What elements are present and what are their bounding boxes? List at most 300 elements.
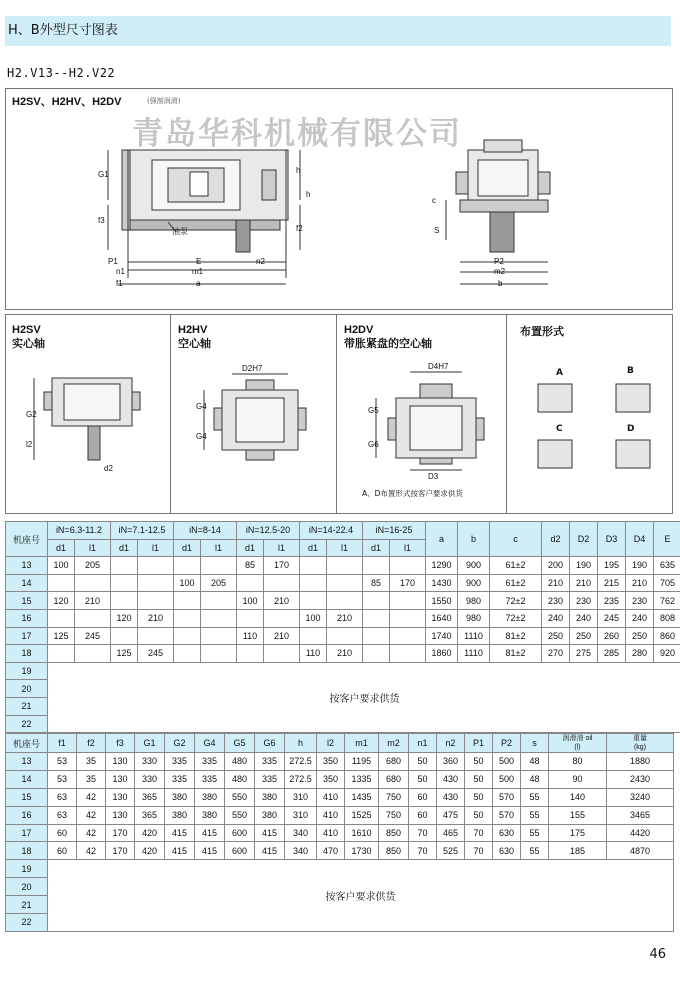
value-cell: 55	[521, 842, 549, 860]
value-cell: 860	[654, 627, 680, 645]
value-cell: 48	[521, 770, 549, 788]
value-cell: 60	[48, 824, 77, 842]
value-cell: 245	[598, 609, 626, 627]
value-cell: 1730	[345, 842, 379, 860]
value-cell: 48	[521, 753, 549, 771]
value-cell: 120	[111, 609, 138, 627]
dim-label: D4H7	[428, 362, 449, 371]
table-header: iN=6.3-11.2	[48, 522, 111, 540]
table-row	[6, 592, 680, 610]
size-cell: 22	[6, 914, 48, 932]
value-cell: 155	[549, 806, 607, 824]
value-cell: 2430	[607, 770, 674, 788]
table-header: a	[426, 522, 458, 557]
value-cell: 260	[598, 627, 626, 645]
value-cell: 53	[48, 770, 77, 788]
table-row	[6, 627, 680, 645]
value-cell: 1860	[426, 645, 458, 663]
dim-label: a	[196, 279, 201, 288]
value-cell: 335	[195, 753, 225, 771]
size-cell: 18	[6, 842, 48, 860]
value-cell	[264, 574, 300, 592]
table-header: iN=7.1-12.5	[111, 522, 174, 540]
size-cell: 19	[6, 662, 48, 680]
layout-letter: C	[556, 424, 563, 434]
table-header: E	[654, 522, 680, 557]
value-cell	[237, 645, 264, 663]
supply-note: 按客户要求供货	[48, 860, 674, 932]
value-cell: 1610	[345, 824, 379, 842]
value-cell: 70	[409, 842, 437, 860]
value-cell: 280	[626, 645, 654, 663]
value-cell: 750	[379, 806, 409, 824]
value-cell: 210	[570, 574, 598, 592]
value-cell	[75, 574, 111, 592]
value-cell: 190	[570, 557, 598, 575]
value-cell	[201, 645, 237, 663]
dim-label: f3	[98, 216, 105, 225]
table-subheader: d1	[174, 539, 201, 557]
value-cell: 80	[549, 753, 607, 771]
dim-label: c	[432, 196, 436, 205]
value-cell	[300, 557, 327, 575]
value-cell: 900	[458, 557, 490, 575]
table-subheader: d1	[237, 539, 264, 557]
value-cell: 335	[165, 770, 195, 788]
value-cell: 190	[626, 557, 654, 575]
value-cell: 350	[317, 770, 345, 788]
value-cell	[174, 592, 201, 610]
value-cell: 380	[165, 806, 195, 824]
value-cell: 130	[106, 788, 135, 806]
table-subheader: d1	[363, 539, 390, 557]
value-cell: 980	[458, 609, 490, 627]
dim-label: m1	[192, 267, 204, 276]
value-cell	[327, 557, 363, 575]
value-cell	[327, 574, 363, 592]
table-header: G4	[195, 734, 225, 753]
value-cell: 762	[654, 592, 680, 610]
table-header: P1	[465, 734, 493, 753]
value-cell: 100	[300, 609, 327, 627]
size-cell: 22	[6, 715, 48, 733]
value-cell: 1525	[345, 806, 379, 824]
value-cell: 4420	[607, 824, 674, 842]
oil-header-unit: (l)	[574, 744, 581, 751]
table-subheader: l1	[390, 539, 426, 557]
dim-label: l2	[26, 440, 33, 449]
table-header: G6	[255, 734, 285, 753]
value-cell: 85	[237, 557, 264, 575]
value-cell: 205	[75, 557, 111, 575]
table-row	[6, 645, 680, 663]
value-cell: 60	[409, 788, 437, 806]
dim-label: f2	[296, 224, 303, 233]
value-cell: 50	[409, 753, 437, 771]
value-cell: 205	[201, 574, 237, 592]
value-cell: 125	[111, 645, 138, 663]
section-header: H、B外型尺寸图表	[5, 16, 671, 46]
value-cell: 35	[77, 753, 106, 771]
size-cell: 13	[6, 557, 48, 575]
dim-label: S	[434, 226, 440, 235]
value-cell: 705	[654, 574, 680, 592]
layout-letter: D	[627, 424, 635, 434]
oil-header	[549, 734, 607, 753]
value-cell: 340	[285, 824, 317, 842]
value-cell: 235	[598, 592, 626, 610]
value-cell: 630	[493, 842, 521, 860]
value-cell: 1110	[458, 627, 490, 645]
value-cell: 335	[255, 753, 285, 771]
value-cell	[48, 574, 75, 592]
value-cell	[390, 645, 426, 663]
oil-header-label: 润滑油 oil	[562, 735, 593, 742]
value-cell: 210	[626, 574, 654, 592]
value-cell: 210	[138, 609, 174, 627]
table-header: iN=14-22.4	[300, 522, 363, 540]
table-row	[6, 842, 674, 860]
value-cell: 465	[437, 824, 465, 842]
table-header: m1	[345, 734, 379, 753]
table-header: s	[521, 734, 549, 753]
value-cell	[111, 627, 138, 645]
value-cell: 61±2	[490, 574, 542, 592]
value-cell: 63	[48, 788, 77, 806]
table-header: D4	[626, 522, 654, 557]
size-cell: 20	[6, 878, 48, 896]
value-cell	[363, 592, 390, 610]
value-cell: 72±2	[490, 592, 542, 610]
value-cell	[327, 627, 363, 645]
value-cell: 550	[225, 806, 255, 824]
dim-label: G2	[26, 410, 37, 419]
supply-note: 按客户要求供货	[48, 662, 680, 732]
table-row	[6, 788, 674, 806]
value-cell	[138, 592, 174, 610]
value-cell: 750	[379, 788, 409, 806]
drawing-title: H2SV、H2HV、H2DV	[12, 96, 122, 108]
value-cell: 850	[379, 824, 409, 842]
value-cell: 100	[174, 574, 201, 592]
value-cell: 600	[225, 824, 255, 842]
value-cell	[327, 592, 363, 610]
value-cell: 125	[48, 627, 75, 645]
value-cell: 170	[390, 574, 426, 592]
value-cell: 365	[135, 788, 165, 806]
value-cell	[390, 627, 426, 645]
value-cell	[390, 592, 426, 610]
table-row	[6, 860, 674, 878]
value-cell	[48, 645, 75, 663]
value-cell	[363, 609, 390, 627]
value-cell: 210	[264, 627, 300, 645]
size-cell: 17	[6, 824, 48, 842]
value-cell: 130	[106, 770, 135, 788]
value-cell: 275	[570, 645, 598, 663]
variant-name: 带胀紧盘的空心轴	[344, 338, 432, 350]
value-cell	[138, 574, 174, 592]
value-cell: 330	[135, 770, 165, 788]
layout-letter: B	[627, 366, 634, 376]
value-cell: 250	[626, 627, 654, 645]
value-cell: 430	[437, 788, 465, 806]
value-cell: 480	[225, 753, 255, 771]
dim-label: h	[296, 166, 301, 175]
dim-label: D2H7	[242, 364, 263, 373]
size-cell: 15	[6, 592, 48, 610]
value-cell: 240	[542, 609, 570, 627]
value-cell: 550	[225, 788, 255, 806]
value-cell: 110	[237, 627, 264, 645]
value-cell: 335	[165, 753, 195, 771]
table-subheader: l1	[201, 539, 237, 557]
value-cell: 100	[237, 592, 264, 610]
value-cell	[75, 645, 111, 663]
value-cell	[300, 627, 327, 645]
value-cell: 415	[255, 824, 285, 842]
value-cell: 4870	[607, 842, 674, 860]
value-cell: 50	[465, 788, 493, 806]
value-cell: 272.5	[285, 753, 317, 771]
value-cell: 335	[255, 770, 285, 788]
value-cell: 1110	[458, 645, 490, 663]
value-cell: 310	[285, 806, 317, 824]
dimension-table-1	[5, 521, 680, 733]
value-cell: 35	[77, 770, 106, 788]
variant-code: H2DV	[344, 324, 374, 336]
value-cell: 170	[106, 842, 135, 860]
table-header: f2	[77, 734, 106, 753]
table-header: c	[490, 522, 542, 557]
value-cell: 42	[77, 788, 106, 806]
table-row	[6, 824, 674, 842]
value-cell: 50	[465, 753, 493, 771]
value-cell: 850	[379, 842, 409, 860]
value-cell	[237, 609, 264, 627]
value-cell: 475	[437, 806, 465, 824]
value-cell: 380	[255, 806, 285, 824]
value-cell: 470	[317, 842, 345, 860]
dim-label: f1	[116, 279, 123, 288]
value-cell	[111, 574, 138, 592]
table-header: h	[285, 734, 317, 753]
table-header: 机座号	[6, 734, 48, 753]
table-header: iN=8-14	[174, 522, 237, 540]
value-cell: 175	[549, 824, 607, 842]
value-cell: 245	[75, 627, 111, 645]
value-cell: 3240	[607, 788, 674, 806]
variant-code: H2HV	[178, 324, 208, 336]
value-cell: 430	[437, 770, 465, 788]
value-cell	[201, 557, 237, 575]
dim-label: b	[498, 279, 503, 288]
value-cell: 170	[264, 557, 300, 575]
size-cell: 14	[6, 770, 48, 788]
value-cell: 240	[626, 609, 654, 627]
value-cell: 808	[654, 609, 680, 627]
value-cell: 920	[654, 645, 680, 663]
size-cell: 21	[6, 896, 48, 914]
value-cell: 72±2	[490, 609, 542, 627]
value-cell: 42	[77, 842, 106, 860]
dim-label: G4	[196, 432, 207, 441]
value-cell: 60	[48, 842, 77, 860]
value-cell: 900	[458, 574, 490, 592]
value-cell: 42	[77, 824, 106, 842]
value-cell: 1335	[345, 770, 379, 788]
series-label: H2.V13--H2.V22	[7, 66, 116, 80]
value-cell: 570	[493, 806, 521, 824]
value-cell	[174, 645, 201, 663]
table-header: D3	[598, 522, 626, 557]
value-cell: 410	[317, 806, 345, 824]
layout-title: 布置形式	[520, 326, 564, 338]
value-cell: 1195	[345, 753, 379, 771]
value-cell: 365	[135, 806, 165, 824]
table-header: P2	[493, 734, 521, 753]
table-header: f3	[106, 734, 135, 753]
value-cell: 250	[570, 627, 598, 645]
value-cell: 130	[106, 753, 135, 771]
value-cell	[111, 557, 138, 575]
value-cell: 380	[195, 788, 225, 806]
value-cell	[300, 592, 327, 610]
value-cell: 210	[264, 592, 300, 610]
value-cell	[264, 645, 300, 663]
value-cell: 415	[165, 824, 195, 842]
value-cell	[201, 627, 237, 645]
value-cell: 200	[542, 557, 570, 575]
dim-label: G5	[368, 406, 379, 415]
value-cell: 350	[317, 753, 345, 771]
value-cell: 185	[549, 842, 607, 860]
value-cell	[48, 609, 75, 627]
table-header: G1	[135, 734, 165, 753]
value-cell: 380	[255, 788, 285, 806]
value-cell: 210	[542, 574, 570, 592]
value-cell: 1740	[426, 627, 458, 645]
table-header: f1	[48, 734, 77, 753]
value-cell: 410	[317, 824, 345, 842]
value-cell: 1435	[345, 788, 379, 806]
value-cell: 70	[465, 842, 493, 860]
value-cell: 1430	[426, 574, 458, 592]
dim-label: E	[196, 257, 202, 266]
value-cell: 340	[285, 842, 317, 860]
table-subheader: d1	[111, 539, 138, 557]
value-cell	[201, 609, 237, 627]
value-cell: 100	[48, 557, 75, 575]
value-cell: 63	[48, 806, 77, 824]
value-cell	[363, 557, 390, 575]
value-cell: 42	[77, 806, 106, 824]
value-cell: 55	[521, 806, 549, 824]
value-cell: 415	[195, 842, 225, 860]
table-row	[6, 609, 680, 627]
size-cell: 20	[6, 680, 48, 698]
value-cell: 1550	[426, 592, 458, 610]
size-cell: 18	[6, 645, 48, 663]
value-cell	[75, 609, 111, 627]
value-cell	[174, 557, 201, 575]
value-cell: 980	[458, 592, 490, 610]
value-cell: 1880	[607, 753, 674, 771]
table-row	[6, 574, 680, 592]
table-subheader: d1	[48, 539, 75, 557]
value-cell: 415	[195, 824, 225, 842]
value-cell: 81±2	[490, 645, 542, 663]
value-cell: 90	[549, 770, 607, 788]
value-cell	[363, 645, 390, 663]
value-cell: 53	[48, 753, 77, 771]
value-cell: 330	[135, 753, 165, 771]
table-header: iN=12.5-20	[237, 522, 300, 540]
dim-label: n1	[116, 267, 125, 276]
value-cell: 630	[493, 824, 521, 842]
value-cell: 680	[379, 753, 409, 771]
value-cell: 61±2	[490, 557, 542, 575]
value-cell	[390, 557, 426, 575]
value-cell	[201, 592, 237, 610]
value-cell: 55	[521, 788, 549, 806]
value-cell: 215	[598, 574, 626, 592]
table-header: G2	[165, 734, 195, 753]
dim-label: d2	[104, 464, 113, 473]
value-cell: 210	[327, 645, 363, 663]
value-cell: 230	[626, 592, 654, 610]
table-subheader: d1	[300, 539, 327, 557]
value-cell	[138, 627, 174, 645]
oil-pump-label: 油泵	[172, 227, 188, 236]
dim-label: D3	[428, 472, 439, 481]
value-cell	[174, 609, 201, 627]
value-cell: 250	[542, 627, 570, 645]
table-row	[6, 806, 674, 824]
variant-code: H2SV	[12, 324, 41, 336]
table-subheader: l1	[264, 539, 300, 557]
table-header: 机座号	[6, 522, 48, 557]
value-cell	[138, 557, 174, 575]
value-cell: 1640	[426, 609, 458, 627]
value-cell: 525	[437, 842, 465, 860]
value-cell: 310	[285, 788, 317, 806]
size-cell: 13	[6, 753, 48, 771]
dim-label: P1	[108, 257, 118, 266]
value-cell	[390, 609, 426, 627]
dimension-table-2	[5, 733, 674, 932]
value-cell: 3465	[607, 806, 674, 824]
table-header: b	[458, 522, 490, 557]
table-header: l2	[317, 734, 345, 753]
value-cell: 240	[570, 609, 598, 627]
value-cell: 570	[493, 788, 521, 806]
dim-label: P2	[494, 257, 504, 266]
variant-name: 空心轴	[178, 338, 211, 350]
value-cell: 500	[493, 753, 521, 771]
table-subheader: l1	[327, 539, 363, 557]
table-header: n2	[437, 734, 465, 753]
dim-label: h	[306, 190, 311, 199]
value-cell: 635	[654, 557, 680, 575]
value-cell: 140	[549, 788, 607, 806]
dim-label: n2	[256, 257, 265, 266]
value-cell: 85	[363, 574, 390, 592]
value-cell: 285	[598, 645, 626, 663]
table-header: D2	[570, 522, 598, 557]
value-cell: 480	[225, 770, 255, 788]
size-cell: 17	[6, 627, 48, 645]
